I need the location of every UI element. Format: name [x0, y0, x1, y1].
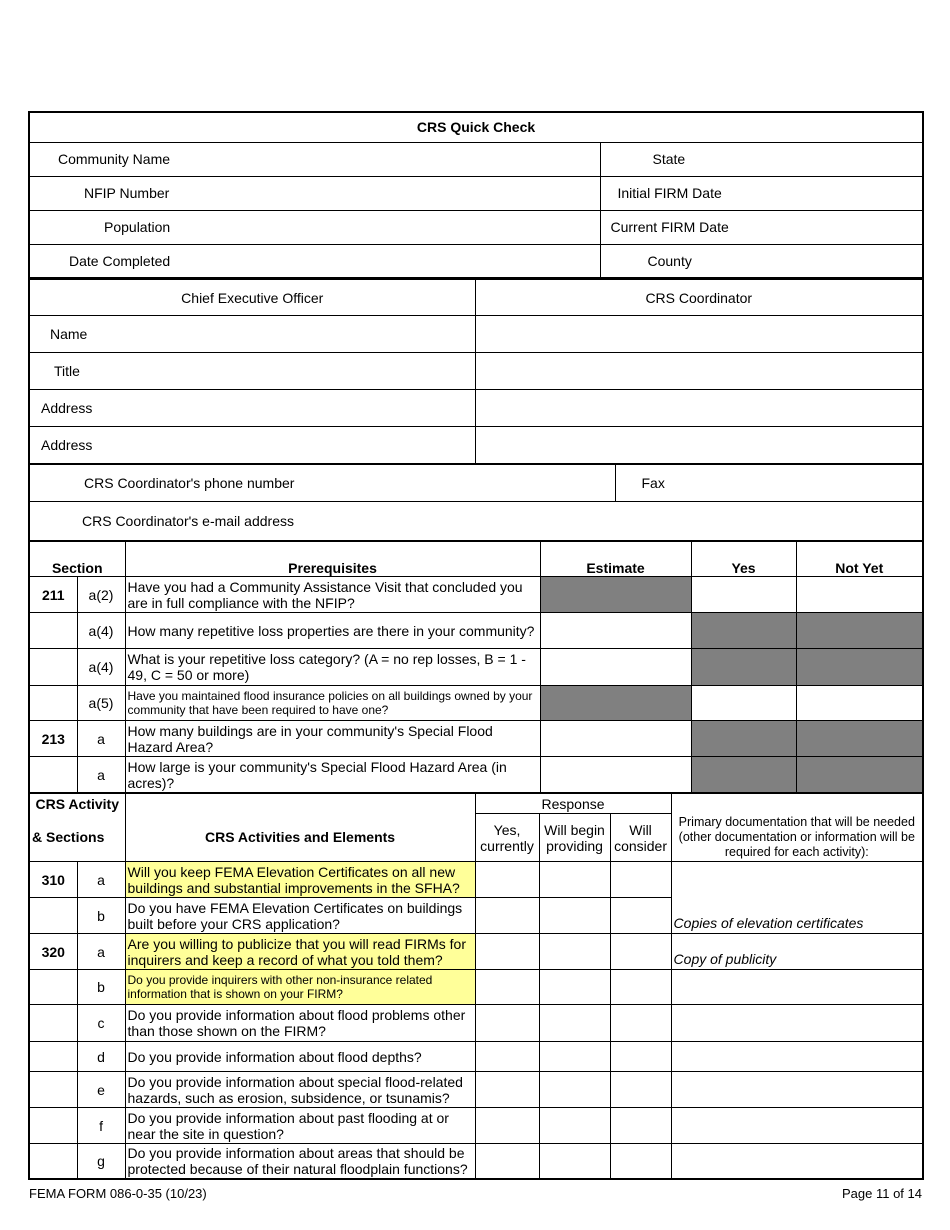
- activity-row: [29, 1144, 923, 1179]
- not-yet-header: Not Yet: [796, 542, 923, 577]
- prereq-sub: a(4): [77, 613, 125, 649]
- activity-sub: c: [77, 1005, 125, 1042]
- yes-cell-disabled: [691, 613, 796, 649]
- prereq-section: 211: [29, 577, 77, 613]
- activity-section: 320: [29, 934, 77, 970]
- documentation-cell: Copies of elevation certificates: [671, 898, 923, 934]
- coordinator-address2-field[interactable]: [475, 427, 923, 464]
- activity-row: [29, 1072, 923, 1108]
- will-consider-cell[interactable]: [610, 970, 671, 1005]
- prereq-section: [29, 613, 77, 649]
- prereq-row: [29, 686, 923, 721]
- prereq-section: [29, 757, 77, 793]
- estimate-cell[interactable]: [540, 649, 691, 686]
- will-consider-cell[interactable]: [610, 1144, 671, 1179]
- yes-currently-cell[interactable]: [475, 1042, 539, 1072]
- will-begin-header: Will begin providing: [539, 814, 610, 862]
- documentation-header: Primary documentation that will be needed (other documentation or information will be required for each activity):: [671, 814, 923, 862]
- prereq-section: [29, 649, 77, 686]
- crs-activity-header: CRS Activity: [29, 794, 125, 814]
- documentation-cell: [671, 1042, 923, 1072]
- activity-question: Do you provide information about flood depths?: [125, 1042, 475, 1072]
- prereq-sub: a(5): [77, 686, 125, 721]
- ceo-title-field[interactable]: Title: [29, 353, 475, 390]
- activity-question: Are you willing to publicize that you will read FIRMs for inquirers and keep a record of what you told them?: [125, 934, 475, 970]
- ceo-address2-field[interactable]: Address: [29, 427, 475, 464]
- form-title: CRS Quick Check: [29, 112, 923, 142]
- not-yet-cell[interactable]: [796, 686, 923, 721]
- will-consider-cell[interactable]: [610, 934, 671, 970]
- activity-question: Do you have FEMA Elevation Certificates on buildings built before your CRS application?: [125, 898, 475, 934]
- will-begin-cell[interactable]: [539, 970, 610, 1005]
- prereq-row: [29, 721, 923, 757]
- activity-sub: d: [77, 1042, 125, 1072]
- will-begin-cell[interactable]: [539, 1042, 610, 1072]
- yes-currently-cell[interactable]: [475, 898, 539, 934]
- form-id: FEMA FORM 086-0-35 (10/23): [29, 1186, 207, 1201]
- page-number: Page 11 of 14: [842, 1186, 922, 1201]
- activity-row: [29, 970, 923, 1005]
- yes-header: Yes: [691, 542, 796, 577]
- prereq-question: Have you maintained flood insurance policies on all buildings owned by your community that have been required to have one?: [125, 686, 540, 721]
- prereq-row: [29, 613, 923, 649]
- prereq-section: 213: [29, 721, 77, 757]
- coordinator-title-field[interactable]: [475, 353, 923, 390]
- yes-cell[interactable]: [691, 686, 796, 721]
- will-begin-cell[interactable]: [539, 934, 610, 970]
- documentation-cell: [671, 970, 923, 1005]
- estimate-cell[interactable]: [540, 721, 691, 757]
- will-consider-cell[interactable]: [610, 898, 671, 934]
- activity-question: Do you provide information about special flood-related hazards, such as erosion, subsidence, or tsunamis?: [125, 1072, 475, 1108]
- estimate-cell-disabled: [540, 577, 691, 613]
- activity-sub: a: [77, 934, 125, 970]
- prereq-sub: a: [77, 757, 125, 793]
- prereq-question: What is your repetitive loss category? (A = no rep losses, B = 1 - 49, C = 50 or more): [125, 649, 540, 686]
- prereq-row: [29, 757, 923, 793]
- community-info-table: [28, 111, 924, 279]
- ceo-address-field[interactable]: Address: [29, 390, 475, 427]
- prereq-sub: a(4): [77, 649, 125, 686]
- activity-question: Do you provide inquirers with other non-insurance related information that is shown on your FIRM?: [125, 970, 475, 1005]
- nfip-number-field[interactable]: NFIP Number: [29, 176, 600, 210]
- initial-firm-date-field[interactable]: Initial FIRM Date: [600, 176, 923, 210]
- activity-question: Do you provide information about flood problems other than those shown on the FIRM?: [125, 1005, 475, 1042]
- prereq-row: [29, 577, 923, 613]
- will-begin-cell[interactable]: [539, 1072, 610, 1108]
- coordinator-address-field[interactable]: [475, 390, 923, 427]
- ceo-name-field[interactable]: Name: [29, 316, 475, 353]
- section-header: Section: [29, 542, 125, 577]
- will-begin-cell[interactable]: [539, 1144, 610, 1179]
- not-yet-cell-disabled: [796, 721, 923, 757]
- documentation-cell: Copy of publicity: [671, 934, 923, 970]
- date-completed-field[interactable]: Date Completed: [29, 244, 600, 278]
- county-field[interactable]: County: [600, 244, 923, 278]
- community-name-field[interactable]: Community Name: [29, 142, 600, 176]
- prereq-question: How many buildings are in your community's Special Flood Hazard Area?: [125, 721, 540, 757]
- population-field[interactable]: Population: [29, 210, 600, 244]
- contacts-table: [28, 279, 924, 464]
- not-yet-cell[interactable]: [796, 577, 923, 613]
- activity-question: Do you provide information about areas that should be protected because of their natural floodplain functions?: [125, 1144, 475, 1179]
- state-field[interactable]: State: [600, 142, 923, 176]
- activity-sub: f: [77, 1108, 125, 1144]
- elements-header: CRS Activities and Elements: [125, 814, 475, 862]
- yes-currently-cell[interactable]: [475, 1144, 539, 1179]
- will-begin-cell[interactable]: [539, 1005, 610, 1042]
- coordinator-header: CRS Coordinator: [475, 280, 923, 316]
- yes-currently-header: Yes, currently: [475, 814, 539, 862]
- activities-table: [28, 793, 924, 1180]
- estimate-header: Estimate: [540, 542, 691, 577]
- will-begin-cell[interactable]: [539, 898, 610, 934]
- fax-field[interactable]: Fax: [615, 465, 923, 502]
- coordinator-contact-table: [28, 464, 924, 541]
- yes-cell[interactable]: [691, 577, 796, 613]
- prereq-sub: a(2): [77, 577, 125, 613]
- response-header: Response: [475, 794, 671, 814]
- activity-row: [29, 1108, 923, 1144]
- prereq-sub: a: [77, 721, 125, 757]
- ceo-header: Chief Executive Officer: [29, 280, 475, 316]
- sections-header: & Sections: [29, 814, 125, 862]
- yes-currently-cell[interactable]: [475, 970, 539, 1005]
- yes-cell-disabled: [691, 721, 796, 757]
- activity-sub: b: [77, 898, 125, 934]
- not-yet-cell-disabled: [796, 649, 923, 686]
- yes-cell-disabled: [691, 649, 796, 686]
- documentation-cell: [671, 1144, 923, 1179]
- documentation-cell: [671, 1072, 923, 1108]
- activity-section: [29, 1072, 77, 1108]
- coordinator-name-field[interactable]: [475, 316, 923, 353]
- activity-sub: b: [77, 970, 125, 1005]
- yes-currently-cell[interactable]: [475, 1108, 539, 1144]
- prereq-section: [29, 686, 77, 721]
- coordinator-phone-field[interactable]: CRS Coordinator's phone number: [29, 465, 615, 502]
- yes-currently-cell[interactable]: [475, 1072, 539, 1108]
- will-begin-cell[interactable]: [539, 1108, 610, 1144]
- activity-question: Will you keep FEMA Elevation Certificates on all new buildings and substantial improvements in the SFHA?: [125, 862, 475, 898]
- current-firm-date-field[interactable]: Current FIRM Date: [600, 210, 923, 244]
- yes-currently-cell[interactable]: [475, 934, 539, 970]
- will-begin-cell[interactable]: [539, 862, 610, 898]
- prereq-question: How large is your community's Special Flood Hazard Area (in acres)?: [125, 757, 540, 793]
- prereq-question: How many repetitive loss properties are there in your community?: [125, 613, 540, 649]
- not-yet-cell-disabled: [796, 613, 923, 649]
- activity-section: [29, 1108, 77, 1144]
- coordinator-email-field[interactable]: CRS Coordinator's e-mail address: [29, 502, 923, 541]
- documentation-cell: [671, 1005, 923, 1042]
- activity-sub: a: [77, 862, 125, 898]
- estimate-cell[interactable]: [540, 757, 691, 793]
- yes-currently-cell[interactable]: [475, 1005, 539, 1042]
- yes-cell-disabled: [691, 757, 796, 793]
- will-consider-cell[interactable]: [610, 1005, 671, 1042]
- prerequisites-table: [28, 541, 924, 793]
- activity-section: [29, 898, 77, 934]
- activity-section: [29, 1042, 77, 1072]
- will-consider-cell[interactable]: [610, 1042, 671, 1072]
- will-consider-cell[interactable]: [610, 862, 671, 898]
- activity-row: [29, 898, 923, 934]
- activity-row: [29, 934, 923, 970]
- activity-sub: g: [77, 1144, 125, 1179]
- not-yet-cell-disabled: [796, 757, 923, 793]
- yes-currently-cell[interactable]: [475, 862, 539, 898]
- activity-section: [29, 1144, 77, 1179]
- activity-row: [29, 1005, 923, 1042]
- activity-section: [29, 1005, 77, 1042]
- will-consider-cell[interactable]: [610, 1108, 671, 1144]
- activity-question: Do you provide information about past flooding at or near the site in question?: [125, 1108, 475, 1144]
- prereq-question: Have you had a Community Assistance Visit that concluded you are in full compliance with the NFIP?: [125, 577, 540, 613]
- activity-sub: e: [77, 1072, 125, 1108]
- will-consider-cell[interactable]: [610, 1072, 671, 1108]
- activity-section: 310: [29, 862, 77, 898]
- prereq-row: [29, 649, 923, 686]
- will-consider-header: Will consider: [610, 814, 671, 862]
- prerequisites-header: Prerequisites: [125, 542, 540, 577]
- activity-section: [29, 970, 77, 1005]
- estimate-cell-disabled: [540, 686, 691, 721]
- crs-quick-check-form: [28, 111, 922, 1180]
- activity-row: [29, 1042, 923, 1072]
- activity-row: [29, 862, 923, 898]
- documentation-cell: [671, 1108, 923, 1144]
- documentation-cell: [671, 862, 923, 898]
- estimate-cell[interactable]: [540, 613, 691, 649]
